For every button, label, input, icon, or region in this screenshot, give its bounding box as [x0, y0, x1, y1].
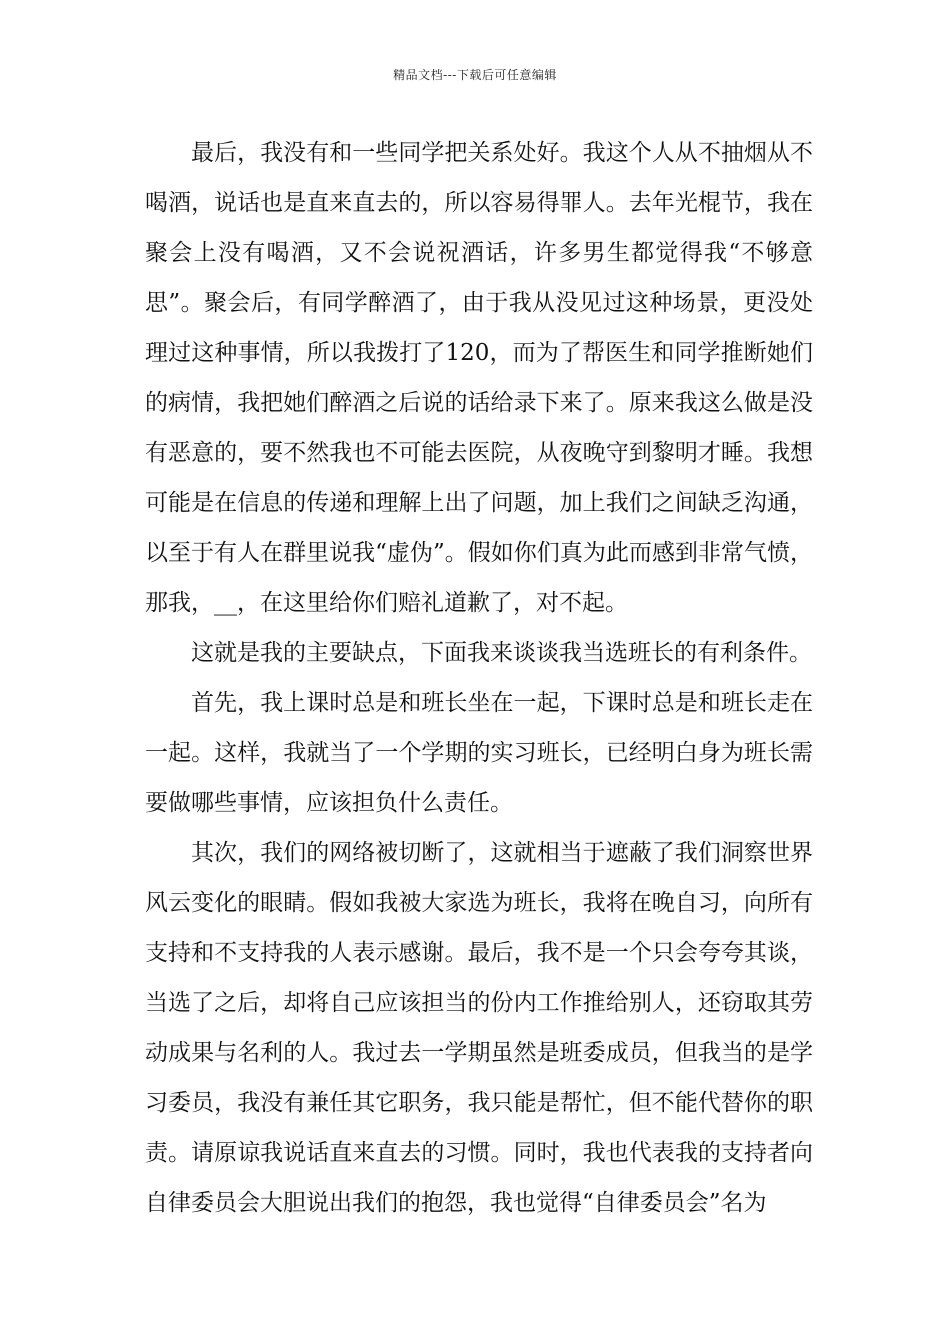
paragraph-1: 最后，我没有和一些同学把关系处好。我这个人从不抽烟从不喝酒，说话也是直来直去的，所以容易得罪人。去年光棍节，我在聚会上没有喝酒，又不会说祝酒话，许多男生都觉得我“不够意思”。聚会后，有同学醉酒了，由于我从没见过这种场景，更没处理过这种事情，所以我拨打了120，而为了帮医生和同学推断她们的病情，我把她们醉酒之后说的话给录下来了。原来我这么做是没有恶意的，要不然我也不可能去医院，从夜晚守到黎明才睡。我想可能是在信息的传递和理解上出了问题，加上我们之间缺乏沟通，以至于有人在群里说我“虚伪”。假如你们真为此而感到非常气愤，那我，__，在这里给你们赔礼道歉了，对不起。	[145, 140, 813, 616]
document-body	[145, 128, 813, 1228]
paragraph-3: 首先，我上课时总是和班长坐在一起，下课时总是和班长走在一起。这样，我就当了一个学期的实习班长，已经明白身为班长需要做哪些事情，应该担负什么责任。	[145, 690, 813, 816]
paragraph-2: 这就是我的主要缺点，下面我来谈谈我当选班长的有利条件。	[191, 640, 812, 666]
paragraph-4: 其次，我们的网络被切断了，这就相当于遮蔽了我们洞察世界风云变化的眼睛。假如我被大家选为班长，我将在晚自习，向所有支持和不支持我的人表示感谢。最后，我不是一个只会夸夸其谈，当选了之后，却将自己应该担当的份内工作推给别人，还窃取其劳动成果与名利的人。我过去一学期虽然是班委成员，但我当的是学习委员，我没有兼任其它职务，我只能是帮忙，但不能代替你的职责。请原谅我说话直来直去的习惯。同时，我也代表我的支持者向自律委员会大胆说出我们的抱怨，我也觉得“自律委员会”名为	[145, 840, 813, 1216]
page-header: 精品文档---下载后可任意编辑	[393, 68, 557, 82]
